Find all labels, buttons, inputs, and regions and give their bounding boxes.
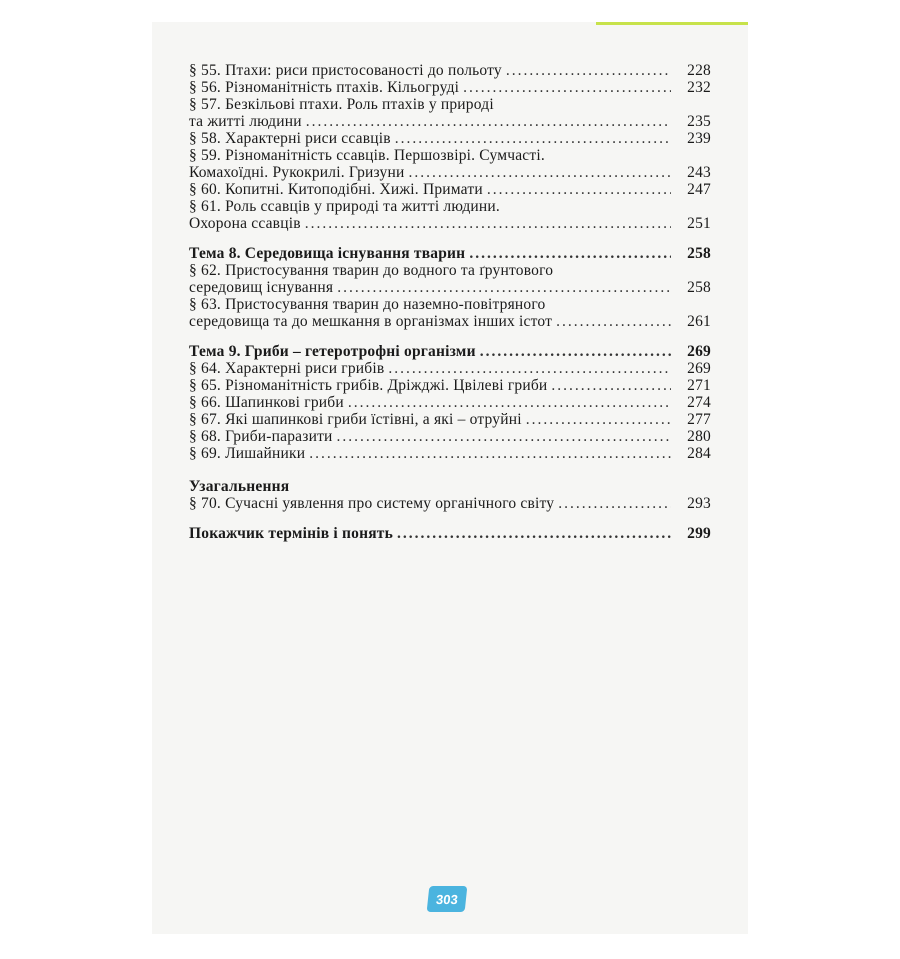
- page-ref: 261: [687, 313, 711, 330]
- page-ref: 271: [687, 377, 711, 394]
- page-ref: 274: [687, 394, 711, 411]
- toc-entry-63[interactable]: § 63. Пристосування тварин до наземно-повітряного середовища та до мешкання в організмах інших істот ..... 261: [189, 296, 711, 330]
- page-ref: 239: [687, 130, 711, 147]
- toc-entry-60[interactable]: § 60. Копитні. Китоподібні. Хижі. Примати ..... 247: [189, 181, 711, 198]
- page-ref: 299: [687, 525, 711, 542]
- toc-index[interactable]: Покажчик термінів і понять ..... 299: [189, 525, 711, 542]
- toc-topic-9[interactable]: Тема 9. Гриби – гетеротрофні організми ..... 269: [189, 343, 711, 360]
- toc-entry-64[interactable]: § 64. Характерні риси грибів ..... 269: [189, 360, 711, 377]
- page-ref: 243: [687, 164, 711, 181]
- page-ref: 258: [687, 245, 711, 262]
- page-ref: 277: [687, 411, 711, 428]
- toc-entry-67[interactable]: § 67. Які шапинкові гриби їстівні, а які – отруйні ..... 277: [189, 411, 711, 428]
- accent-line: [596, 22, 748, 25]
- page-ref: 247: [687, 181, 711, 198]
- toc-entry-55[interactable]: § 55. Птахи: риси пристосованості до польоту ..... 228: [189, 62, 711, 79]
- toc-entry-70[interactable]: § 70. Сучасні уявлення про систему органічного світу ..... 293: [189, 495, 711, 512]
- page-ref: 258: [687, 279, 711, 296]
- toc-entry-61[interactable]: § 61. Роль ссавців у природі та житті людини. Охорона ссавців ..... 251: [189, 198, 711, 232]
- page-ref: 269: [687, 343, 711, 360]
- page-ref: 235: [687, 113, 711, 130]
- page-number-badge: 303: [427, 886, 468, 912]
- toc-entry-56[interactable]: § 56. Різноманітність птахів. Кільогруді ..... 232: [189, 79, 711, 96]
- toc-entry-66[interactable]: § 66. Шапинкові гриби ..... 274: [189, 394, 711, 411]
- page-ref: 280: [687, 428, 711, 445]
- page-ref: 293: [687, 495, 711, 512]
- page-ref: 284: [687, 445, 711, 462]
- page-ref: 251: [687, 215, 711, 232]
- page-ref: 232: [687, 79, 711, 96]
- toc-entry-57[interactable]: § 57. Безкільові птахи. Роль птахів у природі та житті людини ..... 235: [189, 96, 711, 130]
- summary-heading: Узагальнення: [189, 478, 290, 495]
- table-of-contents: [189, 62, 711, 542]
- toc-entry-69[interactable]: § 69. Лишайники ..... 284: [189, 445, 711, 462]
- toc-topic-8[interactable]: Тема 8. Середовища існування тварин ..... 258: [189, 245, 711, 262]
- toc-entry-59[interactable]: § 59. Різноманітність ссавців. Першозвірі. Сумчасті. Комахоїдні. Рукокрилі. Гризуни ..... 243: [189, 147, 711, 181]
- page-ref: 228: [687, 62, 711, 79]
- toc-entry-68[interactable]: § 68. Гриби-паразити ..... 280: [189, 428, 711, 445]
- toc-entry-65[interactable]: § 65. Різноманітність грибів. Дріжджі. Цвілеві гриби ..... 271: [189, 377, 711, 394]
- toc-entry-58[interactable]: § 58. Характерні риси ссавців ..... 239: [189, 130, 711, 147]
- page-ref: 269: [687, 360, 711, 377]
- toc-entry-62[interactable]: § 62. Пристосування тварин до водного та ґрунтового середовищ існування ..... 258: [189, 262, 711, 296]
